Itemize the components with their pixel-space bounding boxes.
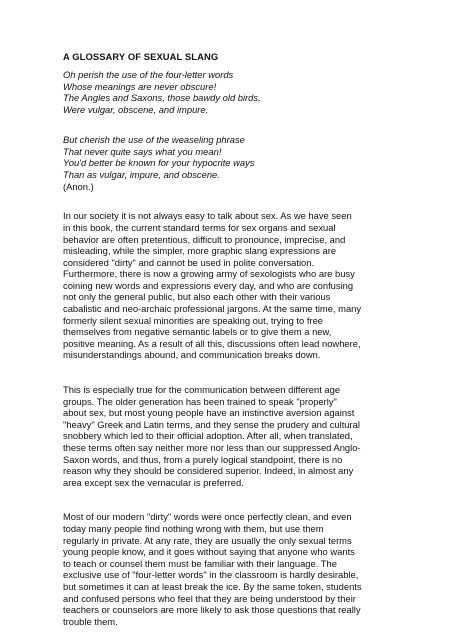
paragraph-2 (63, 384, 423, 488)
paragraph-line: but sometimes it can at least break the ice. By the same token, students (63, 580, 362, 592)
paragraph-line: formerly silent sexual minorities are speaking out, trying to free (63, 314, 324, 326)
paragraph-line: misleading, while the simpler, more graphic slang expressions are (63, 245, 337, 257)
paragraph-line: these terms often say neither more nor less than our suppressed Anglo- (63, 442, 361, 454)
paragraph-line: Most of our modern "dirty" words were once perfectly clean, and even (63, 511, 352, 523)
poem-line: Were vulgar, obscene, and impure. (63, 104, 209, 116)
paragraph-line: about sex, but most young people have an instinctive aversion against (63, 407, 355, 419)
paragraph-line: snobbery which led to their official adoption. After all, when translated, (63, 430, 353, 442)
paragraph-1 (63, 210, 423, 361)
poem-line: You'd better be known for your hypocrite ways (63, 157, 255, 169)
paragraph-line: in this book, the current standard terms for sex organs and sexual (63, 221, 336, 233)
document-title: A GLOSSARY OF SEXUAL SLANG (63, 51, 219, 62)
paragraph-line: and confused persons who feel that they are being understood by their (63, 592, 356, 604)
paragraph-line: regularly in private. At any rate, they are usually the only sexual terms (63, 534, 352, 546)
paragraph-line: considered "dirty" and cannot be used in polite conversation. (63, 256, 315, 268)
paragraph-line: themselves from negative semantic labels or to give them a new, (63, 326, 332, 338)
paragraph-3 (63, 511, 423, 627)
poem-stanza-2 (63, 134, 423, 193)
poem-line: But cherish the use of the weaseling phrase (63, 133, 245, 145)
poem-attribution: (Anon.) (63, 180, 94, 192)
poem-line: That never quite says what you mean! (63, 145, 222, 157)
paragraph-line: This is especially true for the communication between different age (63, 384, 341, 396)
poem-line: Than as vulgar, impure, and obscene. (63, 168, 220, 180)
paragraph-line: young people know, and it goes without saying that anyone who wants (63, 546, 355, 558)
paragraph-line: In our society it is not always easy to talk about sex. As we have seen (63, 210, 352, 222)
paragraph-line: area except sex the vernacular is preferred. (63, 476, 244, 488)
paragraph-line: coining new words and expressions every day, and who are confusing (63, 279, 354, 291)
paragraph-line: exclusive use of "four-letter words" in the classroom is hardly desirable, (63, 569, 359, 581)
paragraph-line: behavior are often pretentious, difficult to pronounce, imprecise, and (63, 233, 346, 245)
paragraph-line: today many people find nothing wrong with them, but use them (63, 522, 324, 534)
paragraph-line: Furthermore, there is now a growing army of sexologists who are busy (63, 268, 355, 280)
paragraph-line: reason why they should be considered superior. Indeed, in almost any (63, 465, 354, 477)
paragraph-line: cabalistic and neo-archaic professional jargons. At the same time, many (63, 303, 362, 315)
paragraph-line: trouble them. (63, 615, 118, 627)
poem-stanza-1 (63, 69, 423, 116)
paragraph-line: groups. The older generation has been trained to speak "properly" (63, 395, 337, 407)
poem-line: Oh perish the use of the four-letter words (63, 69, 234, 80)
paragraph-line: not only the general public, but also each other with their various (63, 291, 331, 303)
document-page (63, 51, 423, 627)
paragraph-line: positive meaning. As a result of all this, discussions often lead nowhere, (63, 337, 361, 349)
paragraph-line: misunderstandings abound, and communication breaks down. (63, 349, 321, 361)
paragraph-line: Saxon words, and thus, from a purely logical standpoint, there is no (63, 453, 343, 465)
paragraph-line: teachers or counselors are more likely to ask those questions that really (63, 604, 361, 616)
paragraph-line: to teach or counsel them must be familiar with their language. The (63, 557, 337, 569)
paragraph-line: "heavy" Greek and Latin terms, and they sense the prudery and cultural (63, 418, 360, 430)
poem-line: Whose meanings are never obscure! (63, 80, 217, 92)
poem-line: The Angles and Saxons, those bawdy old birds, (63, 92, 261, 104)
